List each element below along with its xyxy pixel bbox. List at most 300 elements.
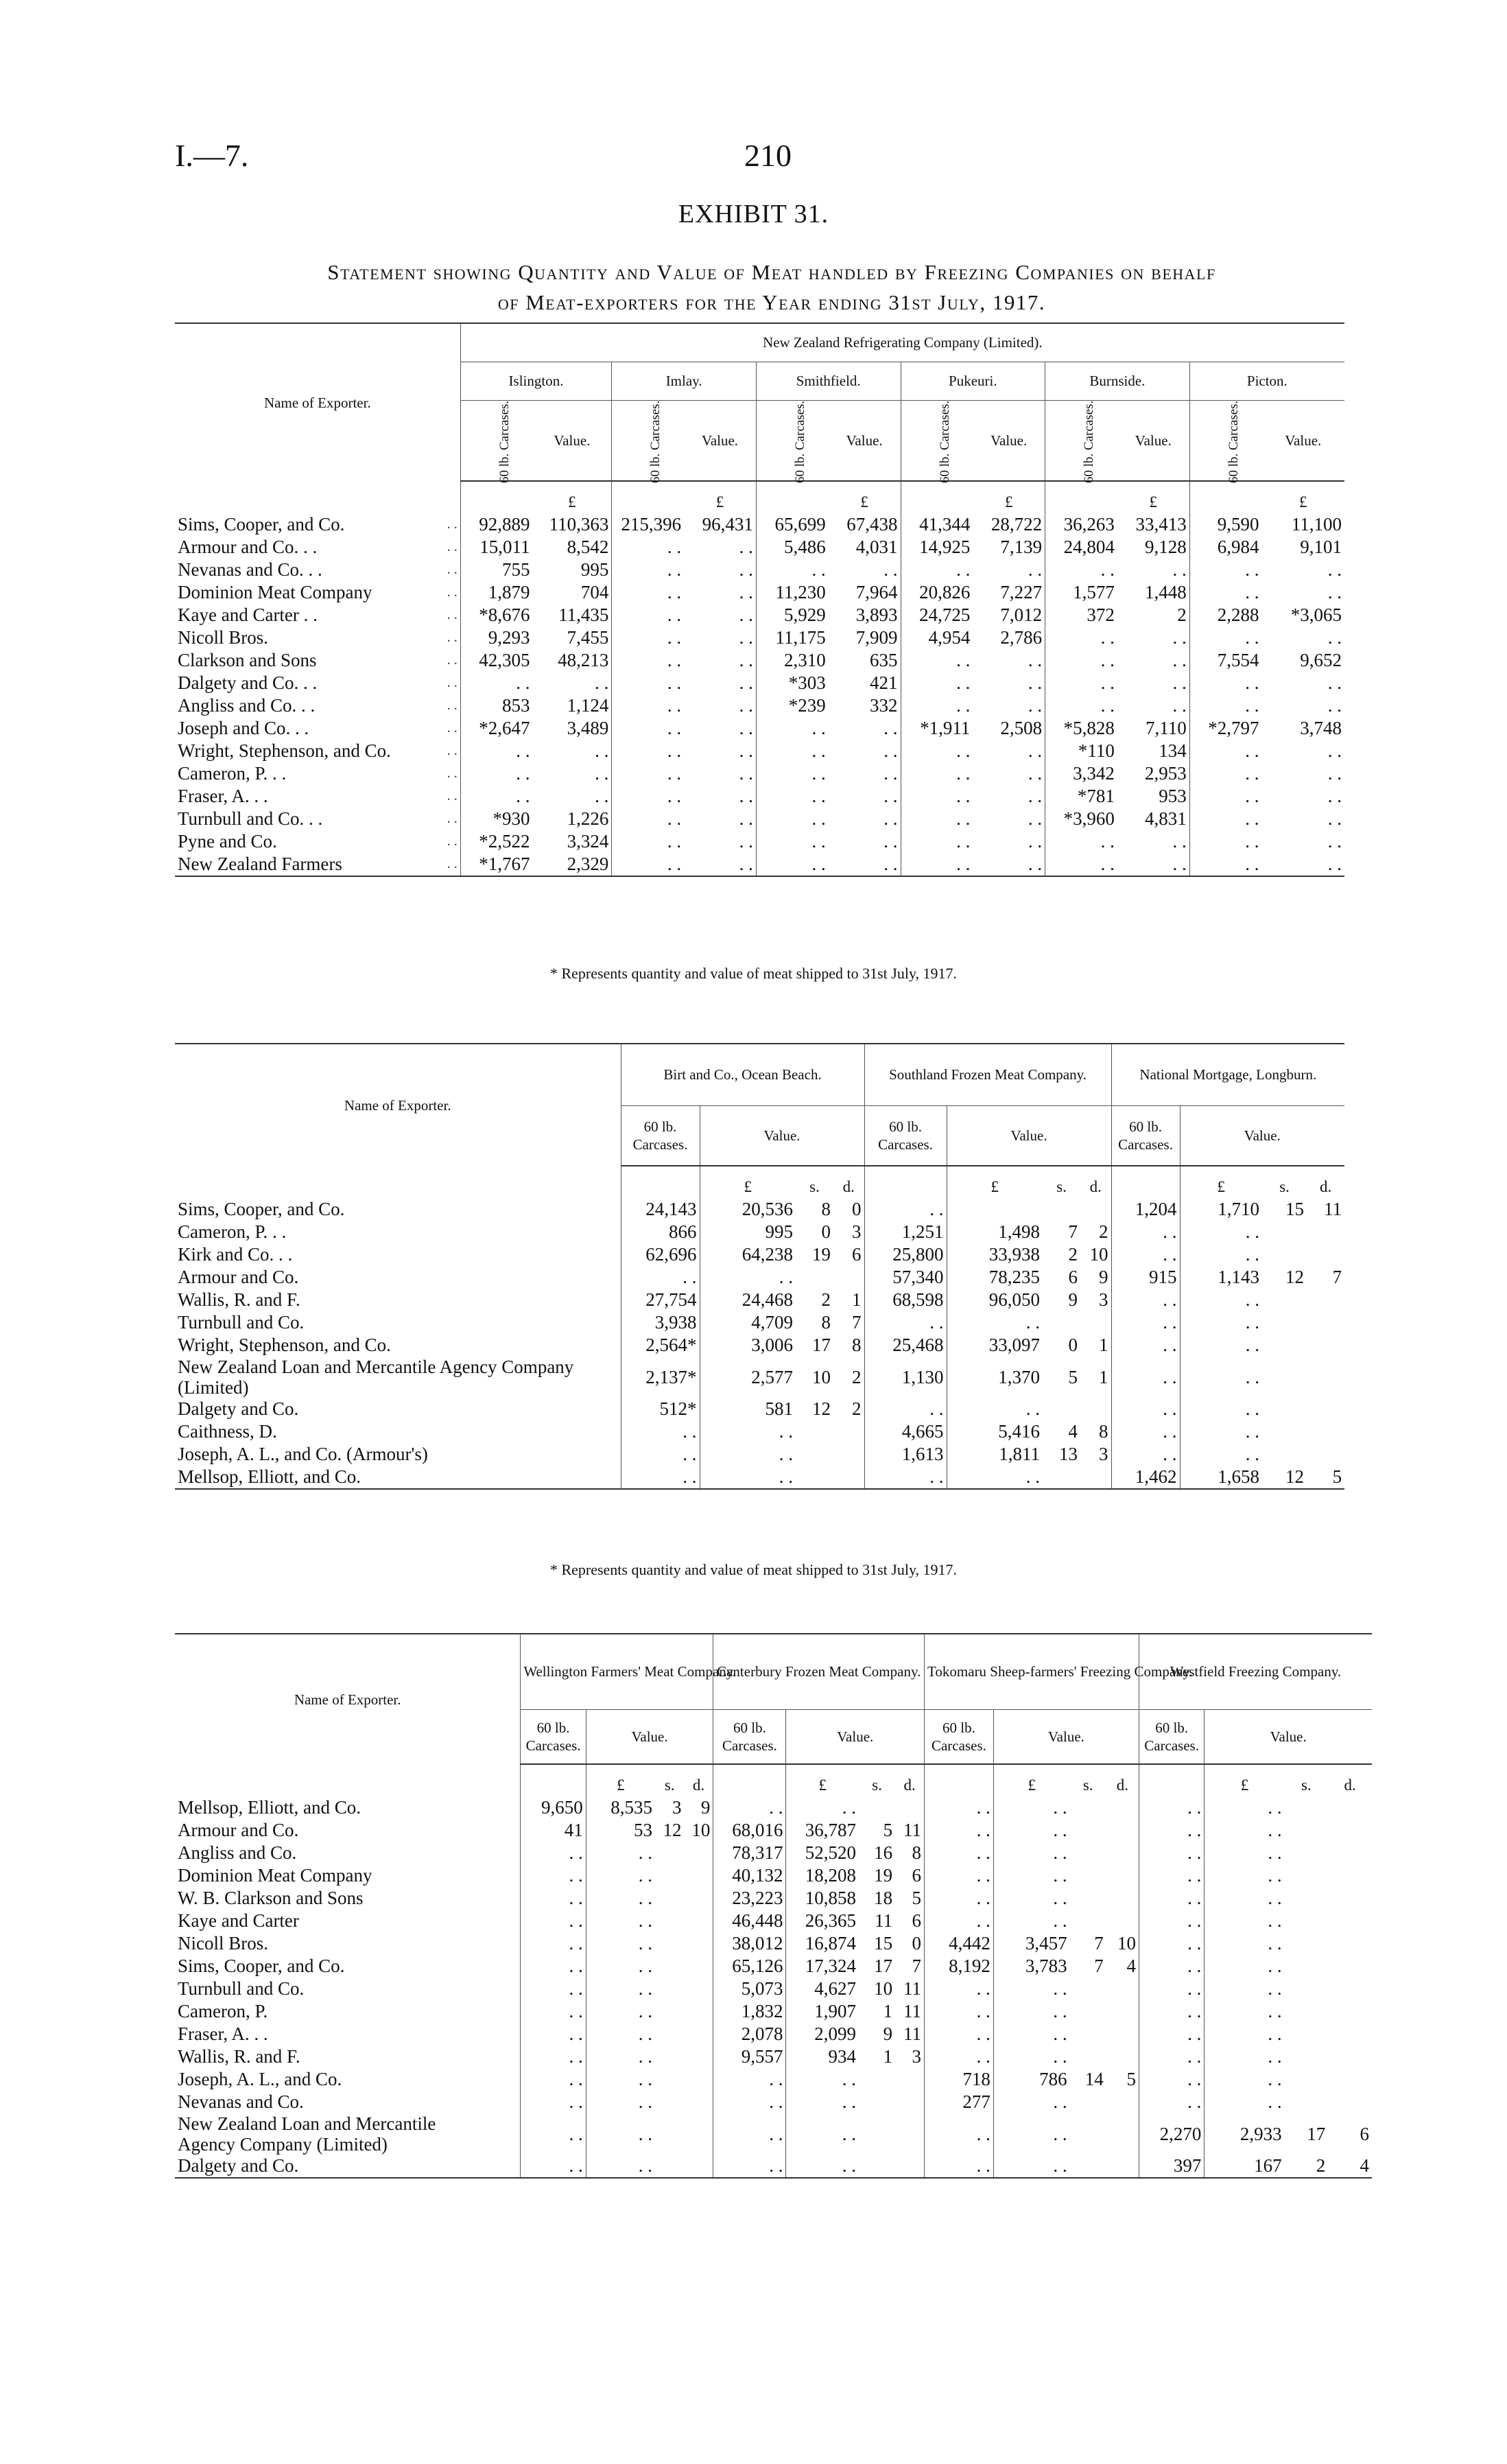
pounds-cell: 16,874 [786,1932,859,1955]
value-cell: . . [739,718,753,738]
pounds-cell: . . [586,1864,655,1887]
carcases-cell: . . [1139,1887,1204,1910]
value-cell: . . [1327,763,1342,784]
table-row [175,1910,1372,1932]
table1-footnote: * Represents quantity and value of meat shipped to 31st July, 1917. [549,965,958,982]
carcases-cell: . . [1111,1443,1180,1466]
leader-dots: . . [447,585,458,600]
pounds-cell: . . [1205,1864,1285,1887]
carcases-cell: . . [612,717,684,740]
works-header: Smithfield. [756,362,901,400]
value-cell: 2 [1177,605,1187,625]
col-header-name: Name of Exporter. [175,1044,621,1166]
carcases-cell: . . [1189,785,1261,808]
unit-cell: s. [1301,1776,1312,1794]
value-cell: 332 [870,695,898,716]
value-cell: . . [1172,695,1187,716]
pence-cell: 10 [691,1820,711,1840]
pence-cell [1080,1198,1111,1221]
pence-cell: 1 [1099,1366,1108,1387]
exporter-name: Clarkson and Sons [178,650,317,670]
table-row [175,808,1344,830]
carcases-cell: *781 [1045,785,1117,808]
leader-dots: . . [447,743,458,758]
leader-dots [593,1266,621,1289]
carcases-cell: . . [1045,672,1117,694]
exporter-name: Angliss and Co. . . [178,695,316,716]
carcases-cell: . . [460,762,532,785]
shillings-cell [1070,2023,1106,2045]
pence-cell: 5 [1126,2069,1136,2089]
value-cell: . . [1327,559,1342,580]
carcases-cell: 1,879 [460,581,532,604]
pounds-cell: . . [586,1955,655,1978]
pence-cell: 5 [1307,1466,1344,1489]
carcases-cell: 57,340 [864,1266,947,1289]
pence-cell [895,2091,924,2113]
table-row [175,1978,1372,2000]
value-cell: . . [883,559,898,580]
carcases-cell: . . [1139,1864,1204,1887]
carcases-cell: . . [612,762,684,785]
shillings-cell [859,2155,895,2178]
works-header: Imlay. [612,362,757,400]
pounds-cell: 1,658 [1180,1466,1262,1489]
carcases-cell: . . [713,1796,786,1819]
pounds-cell: . . [586,2045,655,2068]
shillings-cell: 0 [1068,1335,1078,1355]
value-header: Value. [786,1709,925,1764]
carcases-cell: . . [901,649,973,672]
value-cell: 2,329 [533,853,612,876]
pence-cell: 5 [912,1888,922,1908]
table-row [175,2023,1372,2045]
value-cell: . . [1028,672,1043,693]
value-cell: . . [1028,740,1043,761]
carcases-cell: . . [1139,2091,1204,2113]
carcases-cell: 1,204 [1111,1198,1180,1221]
carcases-cell: 6,984 [1189,536,1261,559]
carcases-label: 60 lb. Carcases. [497,400,512,483]
carcases-cell: *930 [460,808,532,830]
value-cell: . . [1028,559,1043,580]
pounds-cell: . . [1205,2045,1285,2068]
carcases-cell: . . [1189,626,1261,649]
exporter-name: Kaye and Carter [178,1910,299,1931]
carcases-cell: 5,486 [756,536,828,559]
pounds-cell: . . [1180,1221,1262,1243]
exporter-name: Dalgety and Co. [178,1398,299,1419]
pounds-cell: . . [586,2000,655,2023]
carcases-cell: . . [521,1842,586,1864]
pence-cell [1307,1420,1344,1443]
table-row [175,694,1344,717]
value-header: Value. [1205,1709,1372,1764]
carcases-cell: . . [521,1887,586,1910]
pounds-cell: . . [993,1910,1069,1932]
carcases-cell: . . [925,1796,994,1819]
pence-cell [1328,1842,1372,1864]
pounds-cell: 18,208 [786,1864,859,1887]
carcases-cell: *3,960 [1045,808,1117,830]
carcases-cell: 2,270 [1139,2113,1204,2155]
carcases-cell: . . [612,785,684,808]
unit-row [175,1166,1344,1198]
carcases-cell: *8,676 [460,604,532,626]
carcases-cell: . . [1189,808,1261,830]
carcases-header: 60 lb. Carcases. [521,1709,586,1764]
unit-cell: s. [1279,1178,1290,1195]
value-cell: 953 [1159,786,1187,806]
value-cell: . . [739,763,753,784]
exporter-name: Cameron, P. . . [178,1221,287,1242]
carcases-header: 60 lb. Carcases. [1111,1105,1180,1166]
leader-dots: . . [447,539,458,554]
carcases-cell: . . [521,2045,586,2068]
shillings-cell [1262,1398,1307,1420]
carcases-cell: . . [901,808,973,830]
value-header: Value. [993,1709,1139,1764]
value-cell: 421 [870,672,898,693]
carcases-header: 60 lb. Carcases. [1139,1709,1204,1764]
leader-dots [593,1289,621,1311]
exporter-name: New Zealand Loan and Mercantile Agency Company (Limited) [178,2113,436,2155]
carcases-cell: . . [756,717,828,740]
carcases-cell: . . [925,2023,994,2045]
col-header-name: Name of Exporter. [175,1634,521,1764]
unit-cell [756,481,828,513]
carcases-cell: . . [1189,581,1261,604]
unit-cell: £ [568,493,576,511]
shillings-cell: 2 [821,1289,831,1310]
carcases-cell: 5,929 [756,604,828,626]
shillings-cell [859,2113,895,2155]
leader-dots [488,1978,521,2000]
exporter-name: Caithness, D. [178,1421,277,1442]
pounds-cell: . . [993,1842,1069,1864]
pence-cell: 4 [1126,1956,1136,1976]
pounds-cell: . . [1180,1243,1262,1266]
value-cell: . . [739,537,753,557]
shillings-cell: 14 [1084,2069,1104,2089]
works-header: Burnside. [1045,362,1190,400]
value-cell: 4,031 [855,537,898,557]
exporter-name: New Zealand Farmers [175,853,426,876]
pence-cell [684,1932,713,1955]
shillings-cell [1285,1864,1329,1887]
shillings-cell: 1 [883,2001,893,2021]
pence-cell: 0 [852,1199,862,1219]
pence-cell: 7 [912,1956,922,1976]
value-cell: . . [1327,627,1342,648]
pence-cell [1307,1398,1344,1420]
shillings-cell: 7 [1094,1933,1104,1953]
carcases-cell: . . [1139,1978,1204,2000]
value-cell: . . [1172,559,1187,580]
carcases-cell: 41 [521,1819,586,1842]
value-cell: 7,455 [567,627,609,648]
carcases-cell: *2,522 [460,830,532,853]
pence-cell [895,2068,924,2091]
shillings-cell [655,1932,684,1955]
carcases-header: 60 lb. Carcases. [925,1709,994,1764]
pence-cell [1328,1864,1372,1887]
leader-dots [488,1932,521,1955]
carcases-cell: . . [521,2091,586,2113]
pence-cell [1328,1910,1372,1932]
carcases-cell: . . [901,559,973,581]
value-cell: . . [883,831,898,852]
shillings-cell [655,2155,684,2178]
carcases-cell: . . [1111,1420,1180,1443]
unit-cell: £ [1180,1166,1262,1198]
value-cell: 1,226 [567,808,609,829]
value-cell: . . [1172,650,1187,670]
value-cell: . . [739,559,753,580]
carcases-cell: 9,650 [521,1796,586,1819]
table-other-companies-a [175,1043,1344,1490]
pence-cell [1307,1289,1344,1311]
value-cell: . . [1172,672,1187,693]
pounds-cell: . . [993,1819,1069,1842]
unit-cell [1139,1764,1204,1796]
pounds-cell: . . [700,1443,796,1466]
pounds-cell: . . [993,1887,1069,1910]
value-header: Value. [829,400,901,481]
pence-cell [684,2000,713,2023]
exporter-name: W. B. Clarkson and Sons [178,1888,364,1908]
pounds-cell: . . [586,1842,655,1864]
value-cell: 995 [580,559,609,580]
value-cell: 3,324 [567,831,609,852]
shillings-cell [796,1466,833,1489]
carcases-cell: 1,251 [864,1221,947,1243]
carcases-cell: . . [756,785,828,808]
statement-title [171,257,1372,318]
exporter-name: Turnbull and Co. [178,1978,305,1999]
exporter-name: Cameron, P. . . [178,763,287,784]
carcases-cell: . . [925,1819,994,1842]
shillings-cell [1262,1443,1307,1466]
carcases-cell: . . [1189,694,1261,717]
works-header: Picton. [1189,362,1344,400]
pounds-cell: . . [586,1932,655,1955]
pounds-cell: . . [993,2023,1069,2045]
pounds-cell: 26,365 [786,1910,859,1932]
unit-cell [521,1764,586,1796]
unit-cell [621,1166,700,1198]
shillings-cell [1262,1221,1307,1243]
carcases-cell: . . [521,1978,586,2000]
pounds-cell: . . [993,2091,1069,2113]
pence-cell [684,2113,713,2155]
works-header: Pukeuri. [901,362,1045,400]
carcases-cell: . . [1139,2045,1204,2068]
pounds-cell: . . [586,1887,655,1910]
pounds-cell: . . [700,1466,796,1489]
value-cell: . . [595,763,609,784]
pounds-cell: 33,938 [947,1243,1043,1266]
carcases-cell: . . [612,694,684,717]
shillings-cell: 19 [874,1865,893,1886]
value-cell: . . [739,740,753,761]
value-cell: . . [1327,831,1342,852]
table-other-companies-b [175,1633,1372,2179]
carcases-cell: 68,016 [713,1819,786,1842]
pounds-cell: 96,050 [947,1289,1043,1311]
carcases-cell: . . [1111,1221,1180,1243]
pence-cell [895,2155,924,2178]
carcases-cell: . . [713,2091,786,2113]
pence-cell [684,1887,713,1910]
exporter-name: Pyne and Co. [178,831,277,852]
shillings-cell [1262,1334,1307,1357]
pounds-cell: . . [1180,1357,1262,1398]
carcases-cell: . . [521,2000,586,2023]
pence-cell: 6 [1360,2123,1369,2144]
carcases-cell: 9,590 [1189,513,1261,536]
carcases-cell: 512* [621,1398,700,1420]
carcases-cell: . . [756,762,828,785]
pounds-cell: 64,238 [700,1243,796,1266]
pence-cell [1106,2023,1139,2045]
pence-cell: 2 [852,1398,862,1419]
exporter-name: Dalgety and Co. . . [178,672,318,693]
unit-row [175,481,1344,513]
shillings-cell [796,1266,833,1289]
table-row [175,1357,1344,1398]
carcases-cell: . . [612,649,684,672]
pounds-cell: . . [947,1466,1043,1489]
value-header: Value. [1117,400,1189,481]
unit-row [175,1764,1372,1796]
shillings-cell [1043,1198,1080,1221]
carcases-cell: . . [612,853,684,876]
pence-cell: 11 [1324,1199,1342,1219]
pence-cell [1328,1955,1372,1978]
value-header: Value. [973,400,1045,481]
pence-cell [1106,2045,1139,2068]
carcases-cell: . . [1111,1311,1180,1334]
table-row [175,1443,1344,1466]
pounds-cell: . . [1205,2068,1285,2091]
carcases-cell: . . [521,1932,586,1955]
shillings-cell [1285,2023,1329,2045]
value-cell: . . [739,650,753,670]
pounds-cell: 5,416 [947,1420,1043,1443]
pence-cell [1328,1887,1372,1910]
pence-cell [1307,1357,1344,1398]
value-cell: . . [739,627,753,648]
shillings-cell [655,2000,684,2023]
shillings-cell: 11 [875,1910,893,1931]
carcases-label: 60 lb. Carcases. [793,400,808,483]
value-header: Value. [947,1105,1111,1166]
shillings-cell [1262,1289,1307,1311]
pounds-cell: . . [586,1978,655,2000]
pounds-cell: . . [1180,1398,1262,1420]
pence-cell [1307,1334,1344,1357]
carcases-cell: 4,442 [925,1932,994,1955]
carcases-cell: 4,954 [901,626,973,649]
table-row [175,2000,1372,2023]
table-row [175,1819,1372,1842]
pounds-cell: 934 [786,2045,859,2068]
pounds-cell: 1,498 [947,1221,1043,1243]
pounds-cell: 2,577 [700,1357,796,1398]
pence-cell: 6 [852,1244,862,1265]
value-cell: 7,012 [1000,605,1043,625]
pence-cell: 8 [912,1842,922,1863]
carcases-cell: 62,696 [621,1243,700,1266]
unit-cell: d. [1344,1776,1356,1794]
shillings-cell [859,2068,895,2091]
unit-cell: £ [1149,493,1158,511]
carcases-cell: . . [925,1842,994,1864]
unit-cell: d. [842,1178,855,1195]
pence-cell [1106,1887,1139,1910]
pounds-cell: . . [700,1266,796,1289]
carcases-cell: . . [901,785,973,808]
carcases-cell: 24,725 [901,604,973,626]
exporter-name: Nevanas and Co. [178,2091,304,2112]
table-row [175,1198,1344,1221]
carcases-cell: 755 [460,559,532,581]
pence-cell [1106,1842,1139,1864]
leader-dots: . . [426,853,460,876]
pence-cell [684,2068,713,2091]
shillings-cell [1262,1420,1307,1443]
carcases-cell: . . [756,853,828,876]
pounds-cell: 1,143 [1180,1266,1262,1289]
pence-cell: 11 [903,1820,922,1840]
carcases-cell: . . [521,2155,586,2178]
pounds-cell: . . [700,1420,796,1443]
unit-cell [901,481,973,513]
exporter-name: Armour and Co. . . [178,537,318,557]
leader-dots [593,1466,621,1489]
pence-cell: 11 [903,2023,922,2044]
shillings-cell [1070,2045,1106,2068]
carcases-cell: . . [460,672,532,694]
carcases-cell: . . [864,1198,947,1221]
exporter-name: Cameron, P. [178,2001,268,2021]
carcases-cell: . . [864,1311,947,1334]
pounds-cell: 78,235 [947,1266,1043,1289]
carcases-cell: . . [621,1466,700,1489]
pence-cell [1106,1819,1139,1842]
carcases-cell: . . [713,2113,786,2155]
leader-dots [593,1221,621,1243]
value-cell: 7,909 [855,627,898,648]
pounds-cell: . . [1180,1311,1262,1334]
carcases-cell: 41,344 [901,513,973,536]
company-header: Southland Frozen Meat Company. [864,1044,1111,1105]
pence-cell: 1 [1099,1335,1108,1355]
carcases-cell: 40,132 [713,1864,786,1887]
shillings-cell [655,2113,684,2155]
pence-cell [1328,2000,1372,2023]
value-cell: . . [1172,627,1187,648]
leader-dots [488,1864,521,1887]
value-cell: . . [739,605,753,625]
unit-cell: £ [700,1166,796,1198]
pounds-cell: . . [586,2091,655,2113]
leader-dots: . . [447,653,458,668]
value-cell: . . [1172,831,1187,852]
carcases-cell: . . [1139,2023,1204,2045]
value-cell: 4,831 [1144,808,1187,829]
